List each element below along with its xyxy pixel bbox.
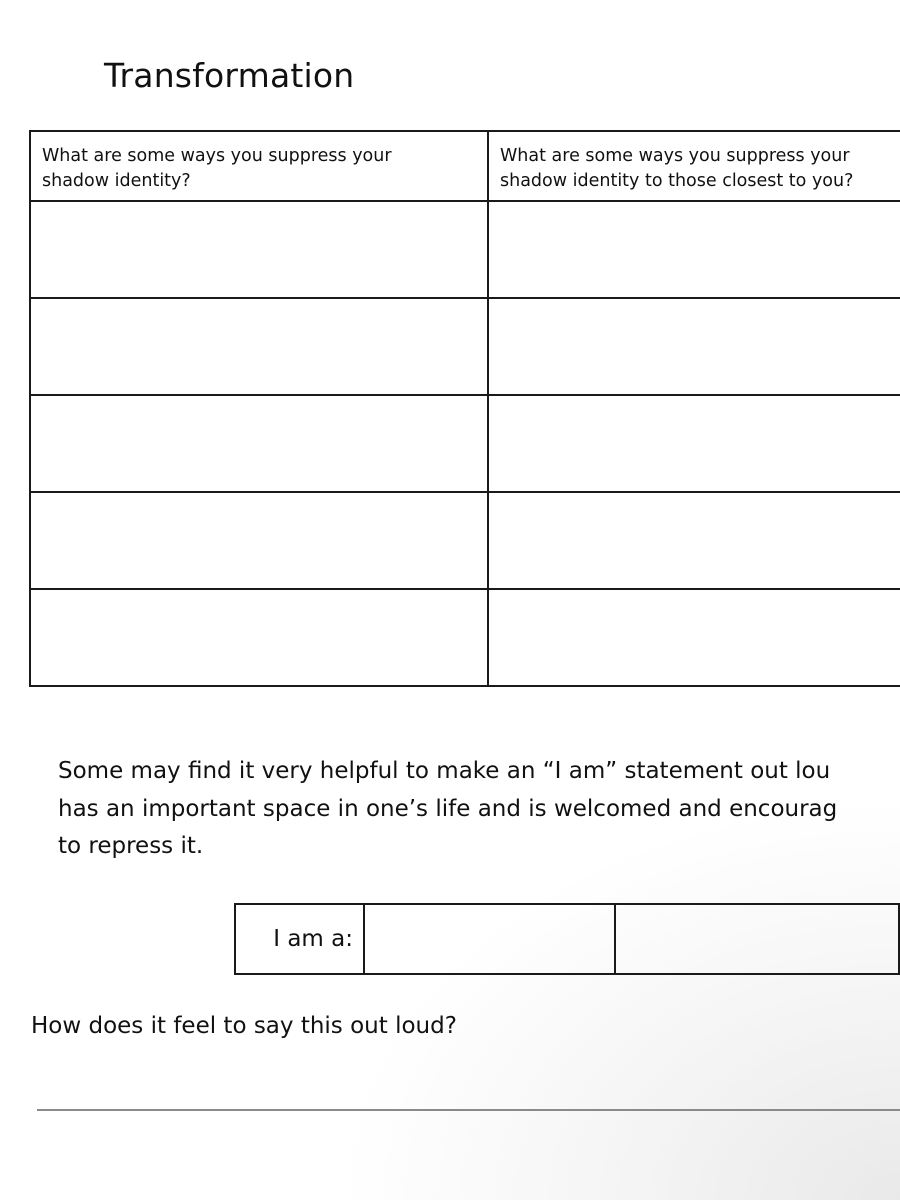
i-am-instructions: [58, 753, 900, 866]
header-suppress-closest: What are some ways you suppress your shadow identity to those closest to you?: [488, 131, 900, 201]
i-am-field-2[interactable]: [615, 904, 899, 974]
table-row: [30, 492, 900, 589]
answer-cell[interactable]: [30, 492, 488, 589]
instruction-line: has an important space in one’s life and is welcomed and encourag: [58, 795, 838, 822]
answer-cell[interactable]: [488, 492, 900, 589]
answer-cell[interactable]: [30, 395, 488, 492]
instruction-line: Some may find it very helpful to make an “I am” statement out lou: [58, 758, 831, 784]
header-suppress-self: What are some ways you suppress your shadow identity?: [30, 131, 488, 201]
table-row: [30, 201, 900, 298]
answer-cell[interactable]: [30, 298, 488, 395]
reflection-question: How does it feel to say this out loud?: [31, 1013, 457, 1039]
i-am-label: I am a:: [235, 904, 364, 974]
answer-cell[interactable]: [30, 589, 488, 686]
instruction-line: to repress it.: [58, 833, 204, 859]
i-am-statement-table: [234, 903, 900, 975]
suppression-table: [29, 130, 900, 687]
answer-cell[interactable]: [488, 395, 900, 492]
page-title: Transformation: [104, 56, 355, 95]
table-row: [30, 395, 900, 492]
i-am-row: [235, 904, 899, 974]
i-am-field-1[interactable]: [364, 904, 615, 974]
answer-cell[interactable]: [488, 201, 900, 298]
answer-cell[interactable]: [488, 589, 900, 686]
answer-cell[interactable]: [30, 201, 488, 298]
reflection-answer-line[interactable]: [37, 1109, 900, 1111]
table-row: [30, 298, 900, 395]
answer-cell[interactable]: [488, 298, 900, 395]
table-row: [30, 589, 900, 686]
table-header-row: [30, 131, 900, 201]
